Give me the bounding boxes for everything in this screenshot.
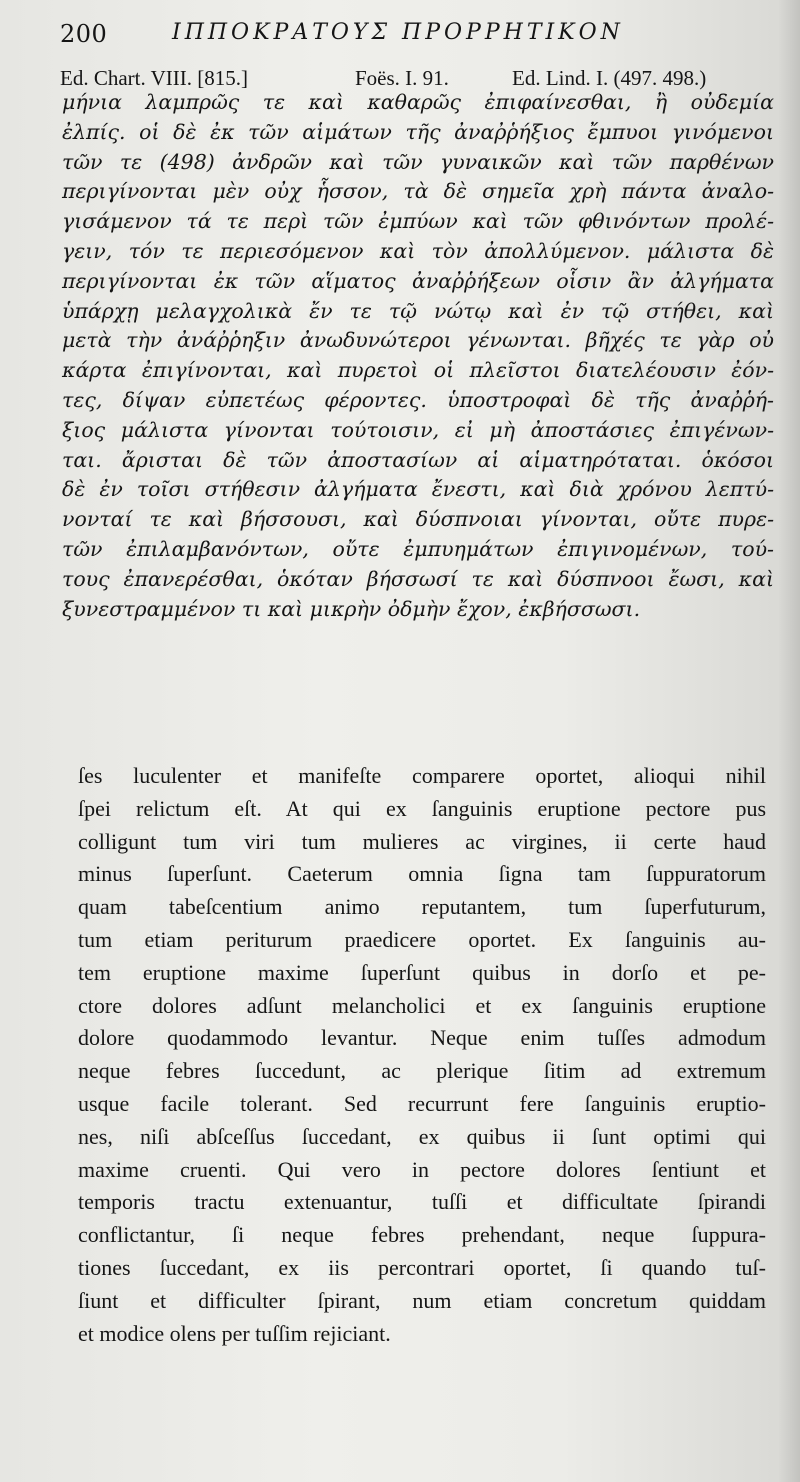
edition-linden-ref: Ed. Lind. I. (497. 498.) — [512, 66, 707, 90]
greek-line: νονταί τε καὶ βήσσουσι, καὶ δύσπνοιαι γίνονται, οὔτε πυρε- — [62, 507, 774, 532]
greek-line: ξιος μάλιστα γίνονται τούτοισιν, εἰ μὴ ἀποστάσιες ἐπιγένων- — [62, 417, 774, 442]
greek-line: μήνια λαμπρῶς τε καὶ καθαρῶς ἐπιφαίνεσθαι, ἢ οὐδεμία — [62, 90, 774, 114]
running-title: ΙΠΠΟΚΡΑΤΟΥΣ ΠΡΟΡΡΗΤΙΚΟΝ — [172, 20, 624, 45]
greek-line: ξυνεστραμμένον τι καὶ μικρὴν ὀδμὴν ἔχον, ἐκβήσσωσι. — [62, 596, 641, 621]
latin-line: neque febres ſuccedunt, ac plerique ſitim ad extremum — [78, 1058, 766, 1084]
latin-line: tum etiam periturum praedicere oportet. Ex ſanguinis au- — [78, 926, 766, 952]
greek-line: δὲ ἐν τοῖσι στήθεσιν ἀλγήματα ἔνεστι, καὶ διὰ χρόνου λεπτύ- — [62, 477, 774, 502]
latin-line: ſes luculenter et manifeſte comparere oportet, alioqui nihil — [78, 763, 766, 788]
greek-line: περιγίνονται ἐκ τῶν αἵματος ἀναῤῥήξεων οἷσιν ἂν ἀλγήματα — [62, 268, 774, 293]
latin-line: ctore dolores adſunt melancholici et ex ſanguinis eruptione — [78, 992, 766, 1018]
greek-text-block — [62, 88, 774, 624]
greek-line: κάρτα ἐπιγίνονται, καὶ πυρετοὶ οἱ πλεῖστοι διατελέουσιν ἐόν- — [62, 358, 774, 383]
page-edge-shadow — [778, 0, 800, 1482]
greek-line: γισάμενον τά τε περὶ τῶν ἐμπύων καὶ τῶν φθινόντων προλέ- — [62, 209, 774, 234]
latin-line: dolore quodammodo levantur. Neque enim tuſſes admodum — [78, 1025, 766, 1051]
latin-line: nes, niſi abſceſſus ſuccedant, ex quibus ii ſunt optimi qui — [78, 1123, 766, 1149]
latin-line: maxime cruenti. Qui vero in pectore dolores ſentiunt et — [78, 1156, 766, 1182]
page-number: 200 — [60, 20, 108, 48]
edition-chartier-ref: Ed. Chart. VIII. [815.] — [60, 66, 248, 90]
latin-text-block — [78, 760, 766, 1350]
greek-line: τους ἐπανερέσθαι, ὁκόταν βήσσωσί τε καὶ δύσπνοοι ἔωσι, καὶ — [62, 566, 774, 591]
latin-line: tem eruptione maxime ſuperſunt quibus in dorſo et pe- — [78, 959, 766, 985]
edition-foes-ref: Foës. I. 91. — [355, 66, 449, 90]
greek-line: τῶν ἐπιλαμβανόντων, οὔτε ἐμπυημάτων ἐπιγινομένων, τού- — [62, 536, 774, 561]
latin-line: minus ſuperſunt. Caeterum omnia ſigna tam ſuppuratorum — [78, 861, 766, 887]
latin-line: temporis tractu extenuantur, tuſſi et difficultate ſpirandi — [78, 1189, 766, 1215]
greek-line: ὑπάρχῃ μελαγχολικὰ ἔν τε τῷ νώτῳ καὶ ἐν τῷ στήθει, καὶ — [62, 298, 774, 323]
greek-line: ται. ἄρισται δὲ τῶν ἀποστασίων αἱ αἱματηρόταται. ὁκόσοι — [62, 447, 774, 472]
latin-line: colligunt tum viri tum mulieres ac virgines, ii certe haud — [78, 828, 766, 854]
greek-line: γειν, τόν τε περιεσόμενον καὶ τὸν ἀπολλύμενον. μάλιστα δὲ — [62, 238, 774, 263]
latin-line: ſpei relictum eſt. At qui ex ſanguinis eruptione pectore pus — [78, 795, 766, 821]
greek-line: περιγίνονται μὲν οὐχ ἧσσον, τὰ δὲ σημεῖα χρὴ πάντα ἀναλο- — [62, 179, 774, 204]
greek-line: τες, δίψαν εὐπετέως φέροντες. ὑποστροφαὶ δὲ τῆς ἀναῤῥή- — [62, 387, 774, 412]
page-header — [60, 14, 760, 50]
latin-line: ſiunt et difficulter ſpirant, num etiam concretum quiddam — [78, 1287, 766, 1313]
latin-line: tiones ſuccedant, ex iis percontrari oportet, ſi quando tuſ- — [78, 1254, 766, 1280]
latin-line: et modice olens per tuſſim rejiciant. — [78, 1320, 391, 1346]
greek-line: τῶν τε (498) ἀνδρῶν καὶ τῶν γυναικῶν καὶ τῶν παρθένων — [62, 149, 774, 174]
latin-line: conflictantur, ſi neque febres prehendant, neque ſuppura- — [78, 1222, 766, 1248]
greek-line: μετὰ τὴν ἀνάῤῥηξιν ἀνωδυνώτεροι γένωνται. βῆχές τε γὰρ οὐ — [62, 328, 774, 353]
greek-line: ἐλπίς. οἱ δὲ ἐκ τῶν αἱμάτων τῆς ἀναῤῥήξιος ἔμπυοι γινόμενοι — [62, 119, 774, 144]
latin-line: usque facile tolerant. Sed recurrunt fere ſanguinis eruptio- — [78, 1090, 766, 1116]
latin-line: quam tabeſcentium animo reputantem, tum ſuperfuturum, — [78, 894, 766, 920]
